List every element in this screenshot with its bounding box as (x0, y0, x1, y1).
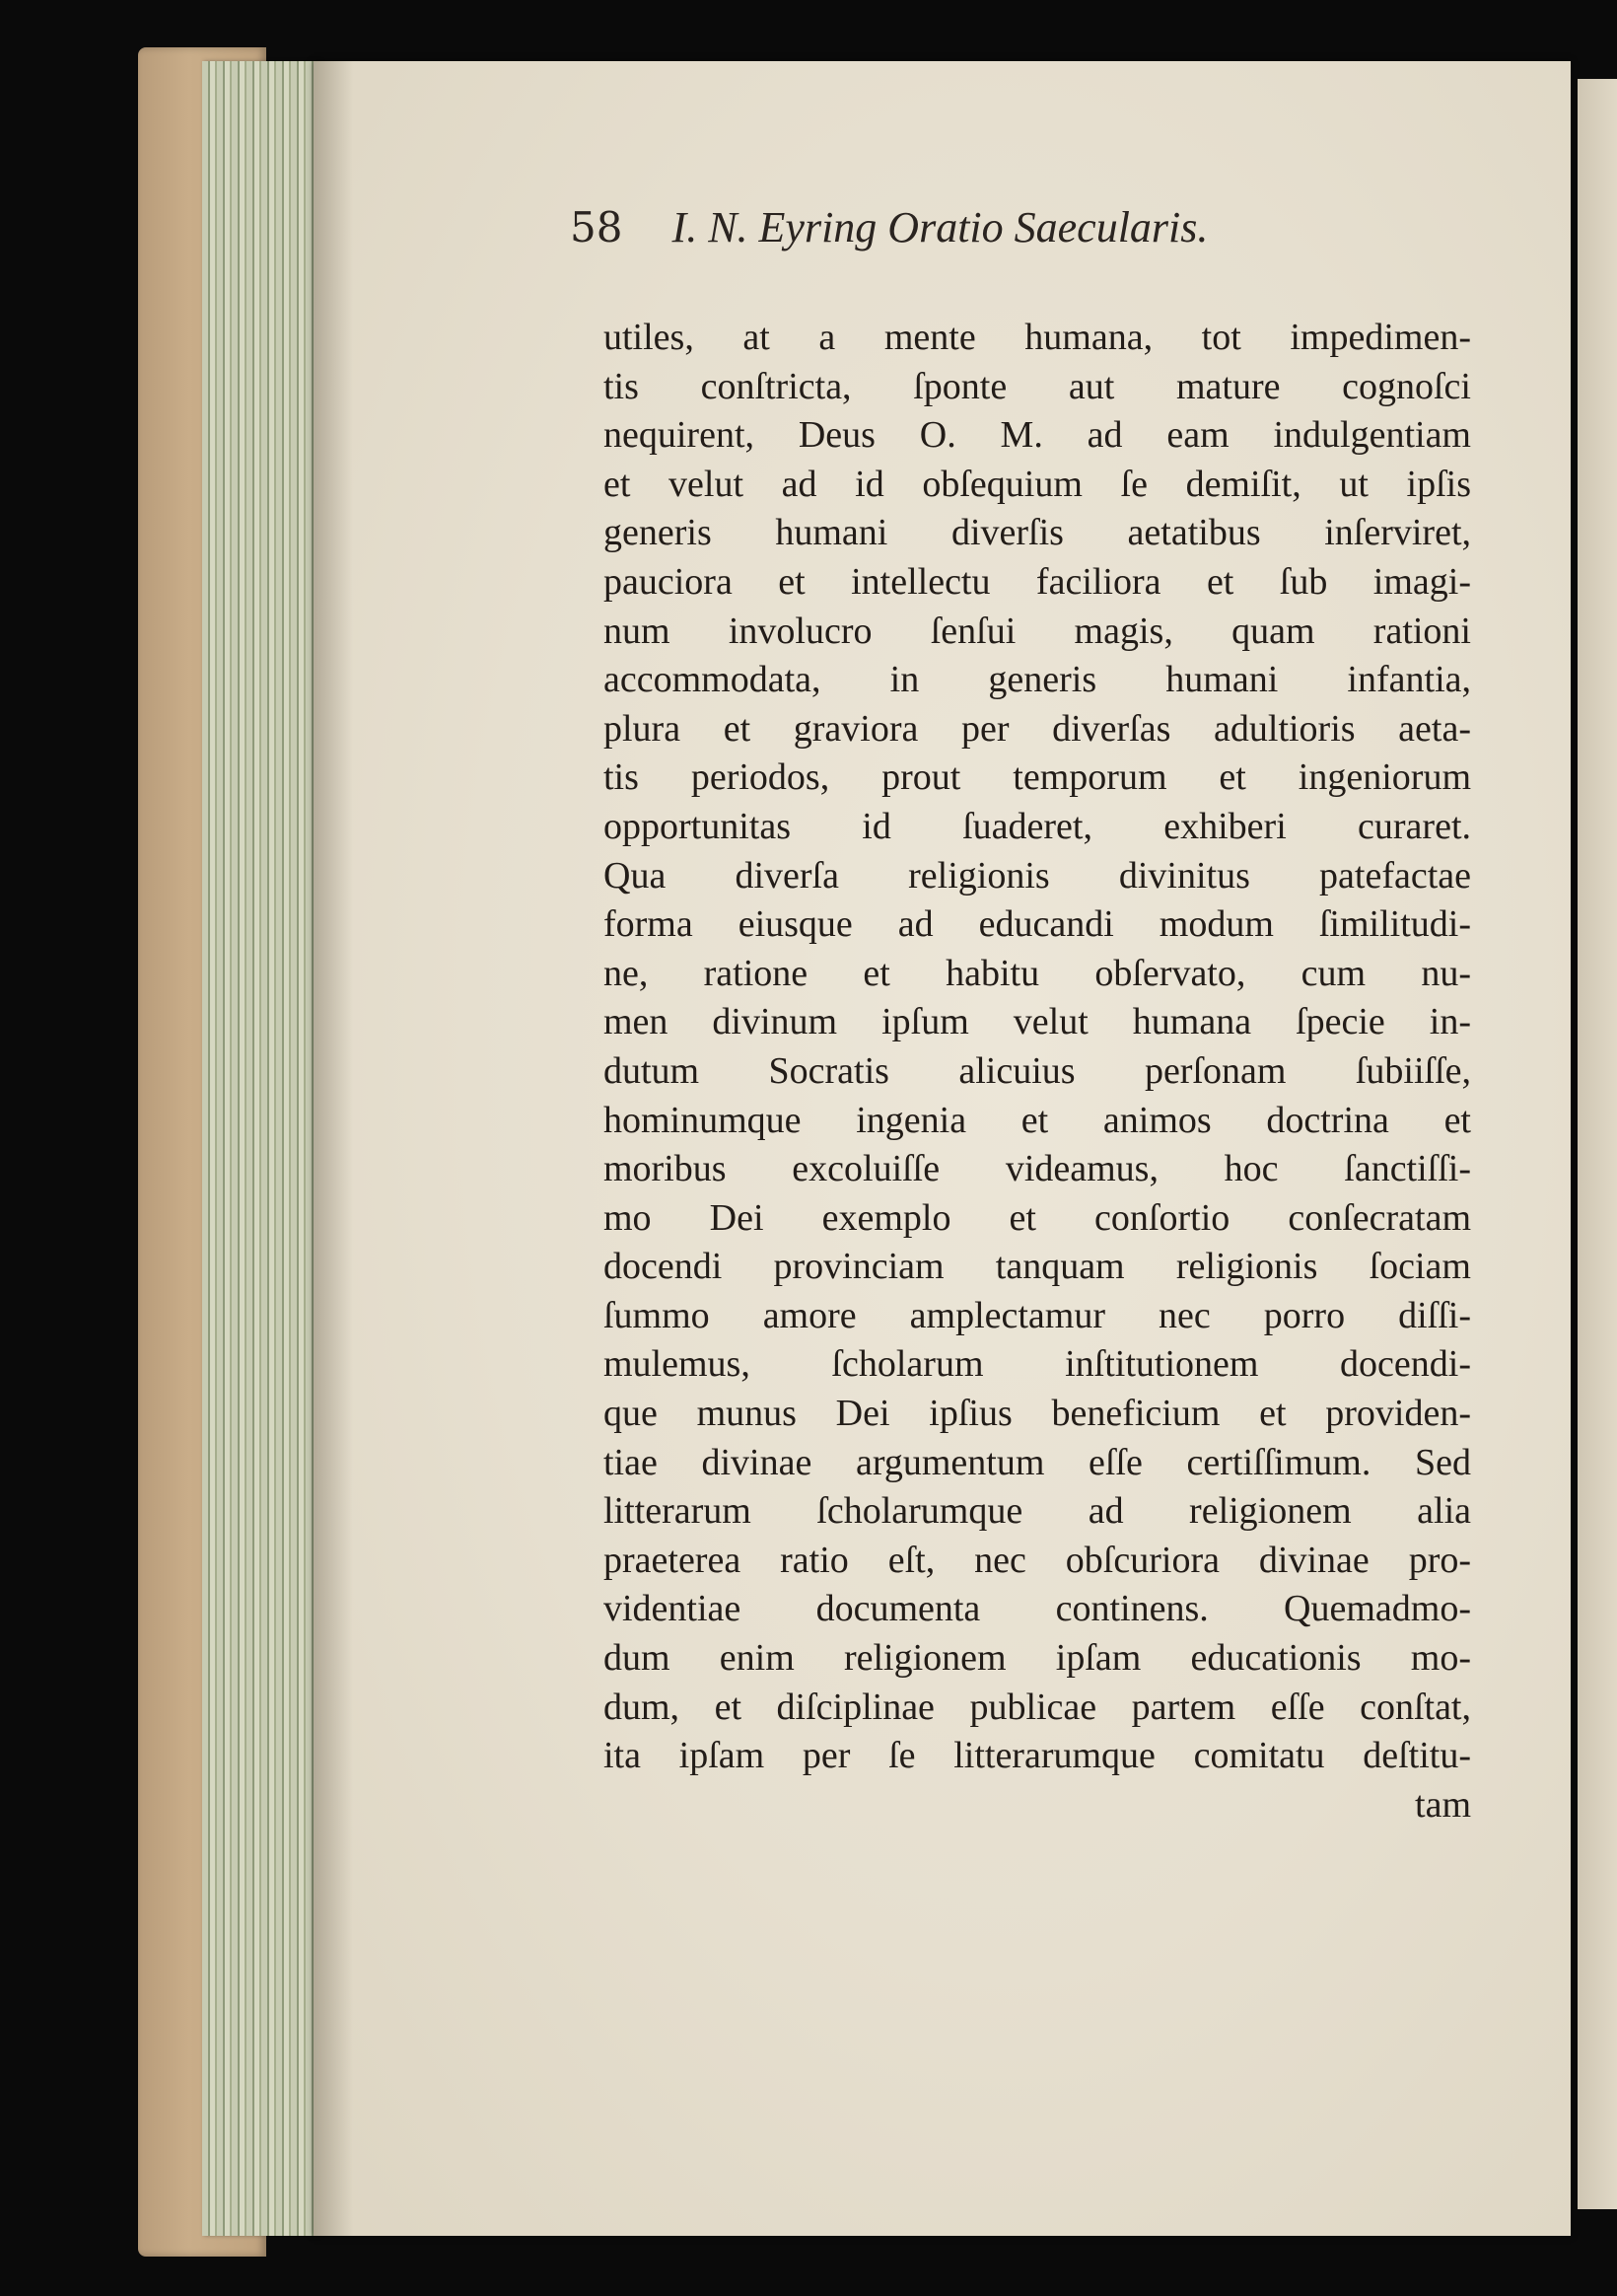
text-line: utiles, at a mente humana, tot impedimen- (603, 317, 1471, 358)
text-line: hominumque ingenia et animos doctrina et (603, 1099, 1471, 1141)
running-title: I. N. Eyring Oratio Saecularis. (671, 203, 1209, 251)
text-line: dum, et diſciplinae publicae partem eſſe conſtat, (603, 1686, 1471, 1728)
catchword: tam (1415, 1783, 1471, 1826)
text-line: que munus Dei ipſius beneficium et providen- (603, 1393, 1471, 1435)
facing-page-edge (1578, 79, 1617, 2209)
text-line: tis periodos, prout temporum et ingeniorum (603, 756, 1471, 799)
text-line: docendi provinciam tanquam religionis ſociam (603, 1246, 1471, 1288)
text-line: ita ipſam per ſe litterarumque comitatu deſtitu- (603, 1735, 1471, 1777)
text-line: mo Dei exemplo et conſortio conſecratam (603, 1196, 1471, 1239)
text-line: plura et graviora per diverſas adultioris aeta- (603, 707, 1471, 750)
page-number: 58 (570, 203, 623, 251)
text-line: dum enim religionem ipſam educationis mo- (603, 1637, 1471, 1680)
text-line: moribus excoluiſſe videamus, hoc ſanctiſſi- (603, 1148, 1471, 1190)
page-gutter-shadow (314, 61, 353, 2236)
text-line: forma eiusque ad educandi modum ſimilitudi- (603, 903, 1471, 946)
text-line: ſummo amore amplectamur nec porro diſſi- (603, 1294, 1471, 1336)
text-line: tis conſtricta, ſponte aut mature cognoſci (603, 365, 1471, 407)
text-line: videntiae documenta continens. Quemadmo- (603, 1588, 1471, 1630)
text-line: mulemus, ſcholarum inſtitutionem docendi- (603, 1343, 1471, 1386)
text-line: dutum Socratis alicuius perſonam ſubiiſſe, (603, 1049, 1471, 1092)
page-header (570, 202, 1457, 271)
text-line: num involucro ſenſui magis, quam rationi (603, 610, 1471, 652)
text-line: litterarum ſcholarumque ad religionem alia (603, 1490, 1471, 1533)
text-line: accommodata, in generis humani infantia, (603, 659, 1471, 701)
text-line: opportunitas id ſuaderet, exhiberi curaret. (603, 805, 1471, 847)
text-line: generis humani diverſis aetatibus inſerviret, (603, 512, 1471, 554)
text-line: tiae divinae argumentum eſſe certiſſimum. Sed (603, 1441, 1471, 1483)
text-line: nequirent, Deus O. M. ad eam indulgentiam (603, 414, 1471, 457)
text-line: ne, ratione et habitu obſervato, cum nu- (603, 952, 1471, 994)
text-line: praeterea ratio eſt, nec obſcuriora divinae pro- (603, 1539, 1471, 1581)
page-edges (202, 61, 320, 2236)
body-text (603, 314, 1471, 1830)
text-line: Qua diverſa religionis divinitus patefactae (603, 854, 1471, 897)
text-line: pauciora et intellectu faciliora et ſub imagi- (603, 560, 1471, 603)
text-line: men divinum ipſum velut humana ſpecie in- (603, 1001, 1471, 1043)
text-line: et velut ad id obſequium ſe demiſit, ut ipſis (603, 463, 1471, 505)
